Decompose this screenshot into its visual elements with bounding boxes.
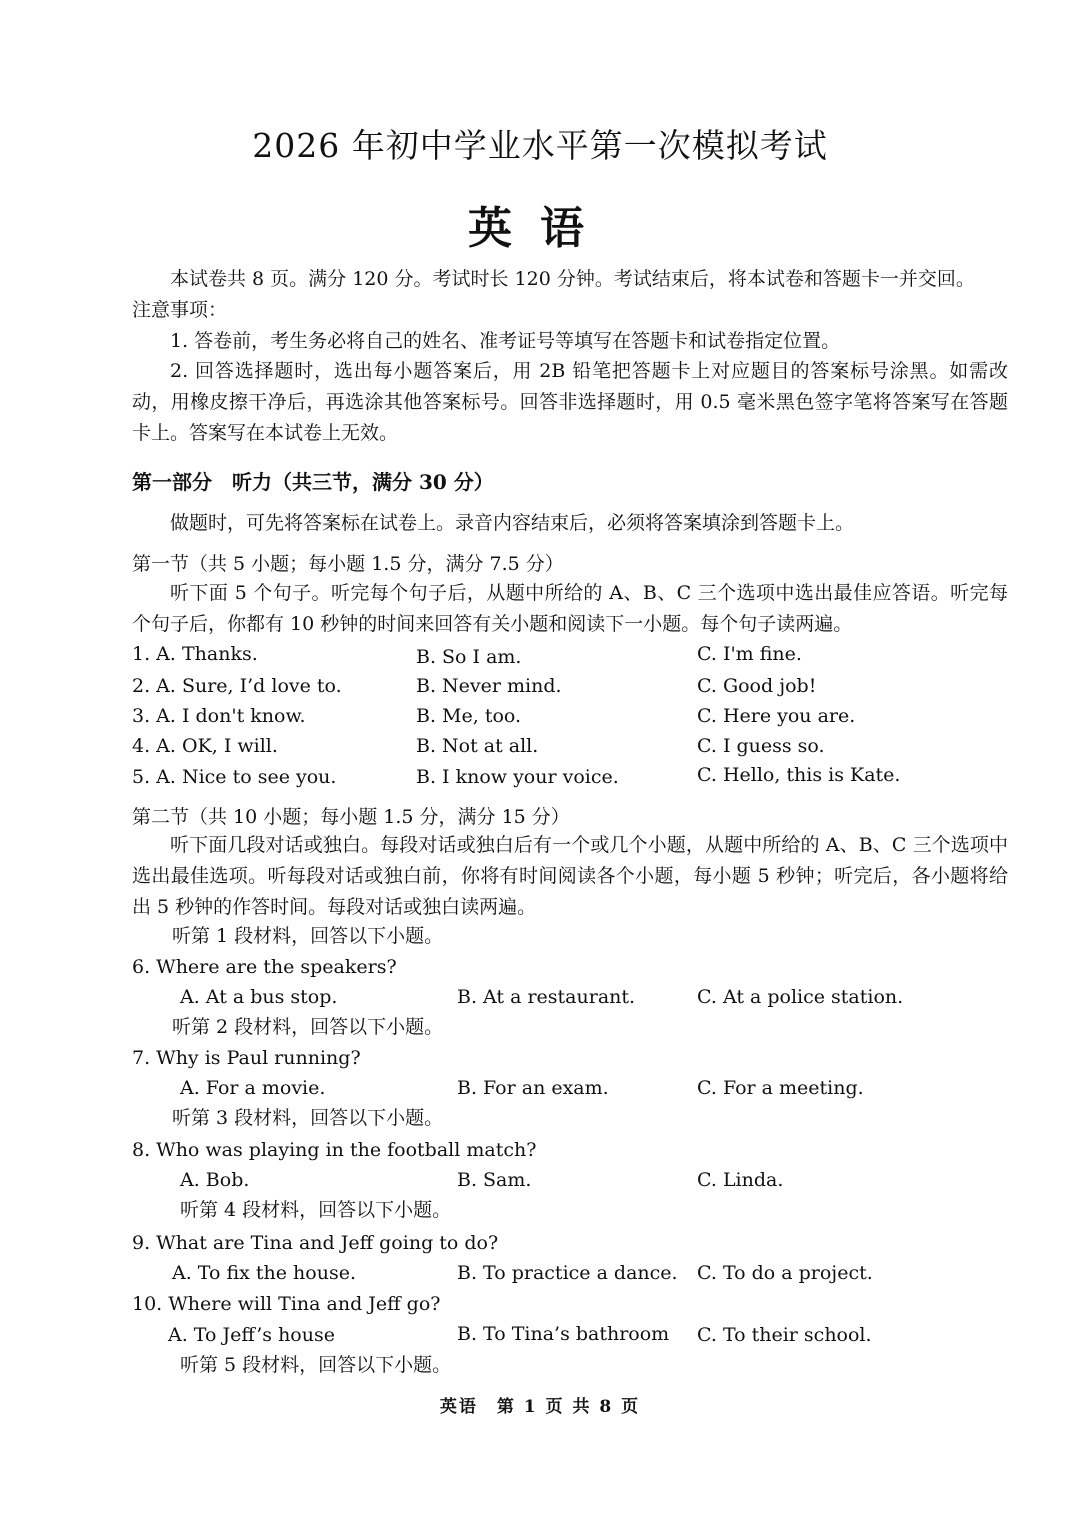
q4-option-b: B. Not at all. xyxy=(416,735,539,757)
page-footer: 英语 第 1 页 共 8 页 xyxy=(439,1397,641,1417)
section1-heading: 第一节（共 5 小题；每小题 1.5 分，满分 7.5 分） xyxy=(132,553,564,575)
q8-option-a: A. Bob. xyxy=(180,1169,250,1191)
q7-stem: 7. Why is Paul running? xyxy=(132,1047,361,1069)
q4-option-c: C. I guess so. xyxy=(697,735,825,757)
q10-option-a: A. To Jeff’s house xyxy=(168,1324,335,1346)
q6-option-a: A. At a bus stop. xyxy=(180,986,338,1008)
material-3: 听第 3 段材料，回答以下小题。 xyxy=(172,1107,444,1129)
q5-option-a: 5. A. Nice to see you. xyxy=(132,766,337,788)
material-2: 听第 2 段材料，回答以下小题。 xyxy=(172,1016,444,1038)
notice-item-1: 1. 答卷前，考生务必将自己的姓名、准考证号等填写在答题卡和试卷指定位置。 xyxy=(170,330,841,352)
q7-option-b: B. For an exam. xyxy=(457,1077,609,1099)
q5-option-c: C. Hello, this is Kate. xyxy=(697,764,901,786)
material-1: 听第 1 段材料，回答以下小题。 xyxy=(172,925,444,947)
q10-option-b: B. To Tina’s bathroom xyxy=(457,1323,670,1345)
q9-option-c: C. To do a project. xyxy=(697,1262,873,1284)
q2-option-b: B. Never mind. xyxy=(416,675,562,697)
material-5: 听第 5 段材料，回答以下小题。 xyxy=(180,1354,452,1376)
intro-text: 本试卷共 8 页。满分 120 分。考试时长 120 分钟。考试结束后，将本试卷和答题卡一并交回。 xyxy=(170,268,975,290)
notice-item-2: 2. 回答选择题时，选出每小题答案后，用 2B 铅笔把答题卡上对应题目的答案标号涂黑。如需改动，用橡皮擦干净后，再选涂其他答案标号。回答非选择题时，用 0.5 毫米黑色签字笔将答案写在答题卡上。答案写在本试卷上无效。 xyxy=(132,360,1008,444)
q6-option-c: C. At a police station. xyxy=(697,986,904,1008)
q4-option-a: 4. A. OK, I will. xyxy=(132,735,278,757)
q7-option-c: C. For a meeting. xyxy=(697,1077,864,1099)
q1-option-b: B. So I am. xyxy=(416,646,522,668)
q9-stem: 9. What are Tina and Jeff going to do? xyxy=(132,1232,499,1254)
q8-option-c: C. Linda. xyxy=(697,1169,784,1191)
q10-option-c: C. To their school. xyxy=(697,1324,872,1346)
part1-instruction: 做题时，可先将答案标在试卷上。录音内容结束后，必须将答案填涂到答题卡上。 xyxy=(170,512,855,534)
section2-heading: 第二节（共 10 小题；每小题 1.5 分，满分 15 分） xyxy=(132,806,570,828)
q8-stem: 8. Who was playing in the football match? xyxy=(132,1139,537,1161)
q1-option-c: C. I'm fine. xyxy=(697,643,802,665)
q10-stem: 10. Where will Tina and Jeff go? xyxy=(132,1293,441,1315)
q9-option-b: B. To practice a dance. xyxy=(457,1262,678,1284)
q6-stem: 6. Where are the speakers? xyxy=(132,956,397,978)
q2-option-c: C. Good job! xyxy=(697,675,817,697)
q3-option-b: B. Me, too. xyxy=(416,705,522,727)
q7-option-a: A. For a movie. xyxy=(180,1077,326,1099)
q6-option-b: B. At a restaurant. xyxy=(457,986,636,1008)
q8-option-b: B. Sam. xyxy=(457,1169,532,1191)
q1-option-a: 1. A. Thanks. xyxy=(132,643,258,665)
section2-instruction: 听下面几段对话或独白。每段对话或独白后有一个或几个小题，从题中所给的 A、B、C 三个选项中选出最佳选项。听每段对话或独白前，你将有时间阅读各个小题，每小题 5 秒钟；听完后，各小题将给出 5 秒钟的作答时间。每段对话或独白读两遍。 xyxy=(132,834,1008,918)
part1-heading: 第一部分 听力（共三节，满分 30 分） xyxy=(132,470,494,494)
q9-option-a: A. To fix the house. xyxy=(172,1262,357,1284)
exam-title: 2026 年初中学业水平第一次模拟考试 xyxy=(252,126,828,165)
subject-title: 英语 xyxy=(468,203,612,254)
q2-option-a: 2. A. Sure, I’d love to. xyxy=(132,675,342,697)
notice-heading: 注意事项： xyxy=(132,299,228,321)
q3-option-a: 3. A. I don't know. xyxy=(132,705,306,727)
section1-instruction: 听下面 5 个句子。听完每个句子后，从题中所给的 A、B、C 三个选项中选出最佳应答语。听完每个句子后，你都有 10 秒钟的时间来回答有关小题和阅读下一小题。每个句子读两遍。 xyxy=(132,582,1008,635)
q5-option-b: B. I know your voice. xyxy=(416,766,619,788)
q3-option-c: C. Here you are. xyxy=(697,705,856,727)
material-4: 听第 4 段材料，回答以下小题。 xyxy=(180,1199,452,1221)
